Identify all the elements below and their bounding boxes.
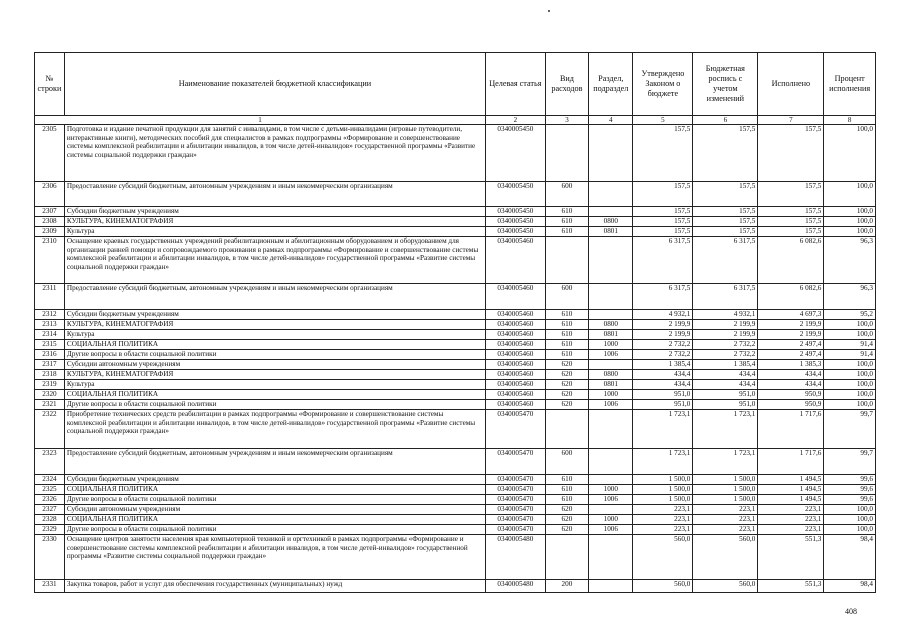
row-approved: 1 500,0: [633, 485, 693, 495]
row-target-article: 0340005470: [485, 410, 545, 449]
row-planned: 1 385,4: [693, 360, 758, 370]
row-expense-type: 600: [545, 284, 588, 310]
row-expense-type: 610: [545, 485, 588, 495]
row-name: Оснащение краевых государственных учреждений реабилитационным и абилитационным оборудованием и оборудованием для организации ранней помощи и сопровождаемого проживания в рамках подпрограммы «Формирование и совершенствование системы комплексной реабилитации и абилитации инвалидов, в том числе детей-инвалидов» государственной программы «Развитие системы социальной поддержки граждан»: [64, 237, 485, 284]
row-target-article: 0340005470: [485, 515, 545, 525]
row-executed: 157,5: [758, 182, 824, 207]
row-percent: 96,3: [824, 284, 876, 310]
row-number: 2320: [35, 390, 65, 400]
row-name: Другие вопросы в области социальной политики: [64, 495, 485, 505]
column-number-row: [35, 116, 876, 125]
row-name: Другие вопросы в области социальной политики: [64, 350, 485, 360]
header-target: Целевая статья: [485, 53, 545, 116]
row-name: Субсидии бюджетным учреждениям: [64, 475, 485, 485]
row-percent: 100,0: [824, 227, 876, 237]
row-expense-type: 620: [545, 390, 588, 400]
row-number: 2315: [35, 340, 65, 350]
row-percent: 100,0: [824, 360, 876, 370]
scan-speck: [548, 10, 550, 12]
row-executed: 950,9: [758, 400, 824, 410]
row-expense-type: 610: [545, 350, 588, 360]
row-section: 1006: [589, 400, 633, 410]
row-target-article: 0340005470: [485, 475, 545, 485]
column-number: 3: [545, 116, 588, 125]
row-executed: 1 494,5: [758, 485, 824, 495]
row-section: [589, 310, 633, 320]
row-target-article: 0340005460: [485, 284, 545, 310]
row-planned: 223,1: [693, 515, 758, 525]
row-target-article: 0340005460: [485, 360, 545, 370]
row-target-article: 0340005480: [485, 535, 545, 580]
row-executed: 434,4: [758, 370, 824, 380]
row-planned: 1 500,0: [693, 495, 758, 505]
row-executed: 157,5: [758, 207, 824, 217]
row-expense-type: [545, 535, 588, 580]
row-target-article: 0340005460: [485, 330, 545, 340]
header-planned: Бюджетная роспись с учетом изменений: [693, 53, 758, 116]
row-executed: 157,5: [758, 227, 824, 237]
header-percent: Процент исполнения: [824, 53, 876, 116]
row-expense-type: 610: [545, 320, 588, 330]
row-number: 2322: [35, 410, 65, 449]
table-header-row: [35, 53, 876, 116]
column-number: 1: [35, 116, 486, 125]
row-name: Субсидии бюджетным учреждениям: [64, 310, 485, 320]
row-target-article: 0340005470: [485, 525, 545, 535]
row-target-article: 0340005470: [485, 495, 545, 505]
row-approved: 434,4: [633, 380, 693, 390]
row-approved: 1 500,0: [633, 475, 693, 485]
row-name: Приобретение технических средств реабилитации в рамках подпрограммы «Формирование и совершенствование системы комплексной реабилитации и абилитации инвалидов, в том числе детей-инвалидов» государственной программы «Развитие системы социальной поддержки граждан»: [64, 410, 485, 449]
row-number: 2321: [35, 400, 65, 410]
row-target-article: 0340005450: [485, 207, 545, 217]
row-number: 2318: [35, 370, 65, 380]
row-approved: 6 317,5: [633, 284, 693, 310]
row-executed: 6 082,6: [758, 237, 824, 284]
page-number: 408: [845, 607, 857, 616]
row-planned: 4 932,1: [693, 310, 758, 320]
row-approved: 157,5: [633, 125, 693, 182]
row-approved: 2 199,9: [633, 330, 693, 340]
row-section: 0800: [589, 320, 633, 330]
row-number: 2317: [35, 360, 65, 370]
row-percent: 100,0: [824, 182, 876, 207]
table-row: [35, 284, 876, 310]
table-row: [35, 475, 876, 485]
row-section: 0800: [589, 217, 633, 227]
row-executed: 950,9: [758, 390, 824, 400]
table-row: [35, 485, 876, 495]
row-planned: 157,5: [693, 227, 758, 237]
table-row: [35, 449, 876, 475]
row-approved: 4 932,1: [633, 310, 693, 320]
row-number: 2308: [35, 217, 65, 227]
table-row: [35, 350, 876, 360]
row-percent: 91,4: [824, 340, 876, 350]
row-section: 1000: [589, 515, 633, 525]
row-percent: 96,3: [824, 237, 876, 284]
row-number: 2330: [35, 535, 65, 580]
row-approved: 157,5: [633, 207, 693, 217]
row-name: Предоставление субсидий бюджетным, автономным учреждениям и иным некоммерческим организациям: [64, 182, 485, 207]
row-name: Другие вопросы в области социальной политики: [64, 400, 485, 410]
row-target-article: 0340005450: [485, 227, 545, 237]
row-percent: 100,0: [824, 505, 876, 515]
row-percent: 98,4: [824, 535, 876, 580]
row-name: Предоставление субсидий бюджетным, автономным учреждениям и иным некоммерческим организациям: [64, 284, 485, 310]
row-name: Культура: [64, 330, 485, 340]
row-executed: 1 717,6: [758, 449, 824, 475]
row-planned: 1 500,0: [693, 475, 758, 485]
table-row: [35, 515, 876, 525]
row-target-article: 0340005450: [485, 182, 545, 207]
row-number: 2314: [35, 330, 65, 340]
row-executed: 223,1: [758, 525, 824, 535]
row-planned: 6 317,5: [693, 237, 758, 284]
row-name: Субсидии автономным учреждениям: [64, 505, 485, 515]
row-approved: 951,0: [633, 400, 693, 410]
row-section: 0801: [589, 330, 633, 340]
column-number: 5: [633, 116, 693, 125]
row-section: [589, 535, 633, 580]
row-expense-type: 200: [545, 580, 588, 593]
table-row: [35, 320, 876, 330]
row-percent: 100,0: [824, 370, 876, 380]
row-expense-type: 610: [545, 227, 588, 237]
row-approved: 223,1: [633, 515, 693, 525]
row-percent: 98,4: [824, 580, 876, 593]
table-row: [35, 207, 876, 217]
row-section: 1000: [589, 485, 633, 495]
row-target-article: 0340005480: [485, 580, 545, 593]
row-planned: 157,5: [693, 182, 758, 207]
row-section: [589, 360, 633, 370]
table-row: [35, 125, 876, 182]
row-planned: 2 199,9: [693, 330, 758, 340]
table-row: [35, 410, 876, 449]
row-section: 1000: [589, 390, 633, 400]
row-number: 2324: [35, 475, 65, 485]
row-planned: 2 732,2: [693, 340, 758, 350]
row-section: [589, 505, 633, 515]
table-row: [35, 580, 876, 593]
row-executed: 223,1: [758, 515, 824, 525]
header-name: Наименование показателей бюджетной классификации: [64, 53, 485, 116]
row-number: 2311: [35, 284, 65, 310]
row-section: [589, 182, 633, 207]
column-number: 4: [589, 116, 633, 125]
row-percent: 99,7: [824, 410, 876, 449]
row-percent: 100,0: [824, 380, 876, 390]
row-executed: 1 494,5: [758, 475, 824, 485]
row-expense-type: 610: [545, 207, 588, 217]
row-expense-type: 610: [545, 310, 588, 320]
row-executed: 157,5: [758, 217, 824, 227]
row-executed: 223,1: [758, 505, 824, 515]
row-expense-type: 620: [545, 525, 588, 535]
row-planned: 223,1: [693, 525, 758, 535]
row-approved: 560,0: [633, 535, 693, 580]
row-expense-type: [545, 237, 588, 284]
row-approved: 2 732,2: [633, 350, 693, 360]
row-planned: 560,0: [693, 535, 758, 580]
table-row: [35, 227, 876, 237]
row-planned: 6 317,5: [693, 284, 758, 310]
row-expense-type: 620: [545, 400, 588, 410]
row-section: 1006: [589, 350, 633, 360]
row-percent: 99,6: [824, 495, 876, 505]
row-executed: 2 497,4: [758, 340, 824, 350]
row-planned: 1 723,1: [693, 410, 758, 449]
row-number: 2316: [35, 350, 65, 360]
row-number: 2312: [35, 310, 65, 320]
row-number: 2309: [35, 227, 65, 237]
table-row: [35, 370, 876, 380]
row-name: СОЦИАЛЬНАЯ ПОЛИТИКА: [64, 390, 485, 400]
row-expense-type: 610: [545, 495, 588, 505]
row-approved: 434,4: [633, 370, 693, 380]
table-row: [35, 505, 876, 515]
row-executed: 157,5: [758, 125, 824, 182]
row-approved: 1 500,0: [633, 495, 693, 505]
header-vid: Вид расходов: [545, 53, 588, 116]
column-number: 7: [758, 116, 824, 125]
row-approved: 1 723,1: [633, 449, 693, 475]
table-row: [35, 182, 876, 207]
column-number: 2: [485, 116, 545, 125]
row-number: 2319: [35, 380, 65, 390]
row-executed: 1 385,3: [758, 360, 824, 370]
row-name: КУЛЬТУРА, КИНЕМАТОГРАФИЯ: [64, 320, 485, 330]
row-percent: 95,2: [824, 310, 876, 320]
row-name: Закупка товаров, работ и услуг для обеспечения государственных (муниципальных) нужд: [64, 580, 485, 593]
row-section: [589, 449, 633, 475]
row-executed: 2 497,4: [758, 350, 824, 360]
row-approved: 1 723,1: [633, 410, 693, 449]
row-planned: 2 199,9: [693, 320, 758, 330]
row-name: КУЛЬТУРА, КИНЕМАТОГРАФИЯ: [64, 217, 485, 227]
row-number: 2327: [35, 505, 65, 515]
row-number: 2307: [35, 207, 65, 217]
table-row: [35, 400, 876, 410]
table-row: [35, 495, 876, 505]
row-percent: 100,0: [824, 320, 876, 330]
row-target-article: 0340005460: [485, 370, 545, 380]
row-planned: 951,0: [693, 390, 758, 400]
row-target-article: 0340005460: [485, 380, 545, 390]
row-section: [589, 284, 633, 310]
row-executed: 1 494,5: [758, 495, 824, 505]
row-number: 2328: [35, 515, 65, 525]
row-target-article: 0340005460: [485, 310, 545, 320]
table-row: [35, 310, 876, 320]
row-percent: 100,0: [824, 330, 876, 340]
row-target-article: 0340005460: [485, 350, 545, 360]
row-planned: 434,4: [693, 380, 758, 390]
row-executed: 551,3: [758, 535, 824, 580]
row-name: Субсидии бюджетным учреждениям: [64, 207, 485, 217]
table-row: [35, 535, 876, 580]
row-section: [589, 580, 633, 593]
row-expense-type: 620: [545, 515, 588, 525]
row-name: СОЦИАЛЬНАЯ ПОЛИТИКА: [64, 485, 485, 495]
row-section: 0801: [589, 227, 633, 237]
column-number: 8: [824, 116, 876, 125]
budget-table: [34, 52, 876, 593]
row-approved: 2 199,9: [633, 320, 693, 330]
row-target-article: 0340005470: [485, 449, 545, 475]
row-approved: 560,0: [633, 580, 693, 593]
row-section: 1000: [589, 340, 633, 350]
row-executed: 1 717,6: [758, 410, 824, 449]
table-row: [35, 237, 876, 284]
row-section: [589, 207, 633, 217]
row-expense-type: 620: [545, 380, 588, 390]
row-approved: 223,1: [633, 525, 693, 535]
row-percent: 100,0: [824, 515, 876, 525]
row-section: [589, 475, 633, 485]
row-section: 1006: [589, 525, 633, 535]
row-number: 2325: [35, 485, 65, 495]
row-number: 2323: [35, 449, 65, 475]
row-percent: 100,0: [824, 217, 876, 227]
row-target-article: 0340005460: [485, 400, 545, 410]
row-approved: 6 317,5: [633, 237, 693, 284]
row-expense-type: 600: [545, 449, 588, 475]
row-section: [589, 410, 633, 449]
row-percent: 99,6: [824, 475, 876, 485]
row-name: Субсидии автономным учреждениям: [64, 360, 485, 370]
row-percent: 99,6: [824, 485, 876, 495]
row-planned: 434,4: [693, 370, 758, 380]
table-body: [35, 125, 876, 593]
row-expense-type: 600: [545, 182, 588, 207]
row-expense-type: 610: [545, 475, 588, 485]
table-row: [35, 525, 876, 535]
row-target-article: 0340005450: [485, 125, 545, 182]
row-section: 0801: [589, 380, 633, 390]
header-razdel: Раздел, подраздел: [589, 53, 633, 116]
row-percent: 99,7: [824, 449, 876, 475]
row-expense-type: 610: [545, 340, 588, 350]
header-num: № строки: [35, 53, 65, 116]
row-percent: 100,0: [824, 525, 876, 535]
header-approved: Утверждено Законом о бюджете: [633, 53, 693, 116]
row-name: СОЦИАЛЬНАЯ ПОЛИТИКА: [64, 515, 485, 525]
row-target-article: 0340005460: [485, 340, 545, 350]
row-planned: 223,1: [693, 505, 758, 515]
row-executed: 434,4: [758, 380, 824, 390]
row-executed: 2 199,9: [758, 330, 824, 340]
row-name: Подготовка и издание печатной продукции для занятий с инвалидами, в том числе с детьми-инвалидами (игровые путеводители, интерактивные книги), методических пособий для специалистов в рамках подпрограммы «Формирование и совершенствование системы комплексной реабилитации и абилитации инвалидов, в том числе детей-инвалидов» государственной программы «Развитие системы социальной поддержки граждан»: [64, 125, 485, 182]
row-approved: 223,1: [633, 505, 693, 515]
row-number: 2313: [35, 320, 65, 330]
row-approved: 157,5: [633, 217, 693, 227]
row-name: КУЛЬТУРА, КИНЕМАТОГРАФИЯ: [64, 370, 485, 380]
row-section: 0800: [589, 370, 633, 380]
table-row: [35, 360, 876, 370]
row-percent: 100,0: [824, 207, 876, 217]
row-expense-type: 620: [545, 505, 588, 515]
row-number: 2306: [35, 182, 65, 207]
row-name: Культура: [64, 380, 485, 390]
row-executed: 2 199,9: [758, 320, 824, 330]
row-planned: 157,5: [693, 125, 758, 182]
row-expense-type: 620: [545, 360, 588, 370]
row-expense-type: 620: [545, 370, 588, 380]
table-row: [35, 390, 876, 400]
row-planned: 1 723,1: [693, 449, 758, 475]
row-executed: 6 082,6: [758, 284, 824, 310]
row-target-article: 0340005450: [485, 217, 545, 227]
row-percent: 91,4: [824, 350, 876, 360]
row-expense-type: [545, 410, 588, 449]
row-target-article: 0340005470: [485, 485, 545, 495]
row-name: Культура: [64, 227, 485, 237]
row-planned: 560,0: [693, 580, 758, 593]
column-number: 6: [693, 116, 758, 125]
row-approved: 951,0: [633, 390, 693, 400]
row-target-article: 0340005460: [485, 390, 545, 400]
row-percent: 100,0: [824, 400, 876, 410]
row-section: [589, 237, 633, 284]
row-name: Оснащение центров занятости населения края компьютерной техникой и оргтехникой в рамках подпрограммы «Формирование и совершенствование системы комплексной реабилитации и абилитации инвалидов, в том числе детей-инвалидов» государственной программы «Развитие системы социальной поддержки граждан»: [64, 535, 485, 580]
row-name: Другие вопросы в области социальной политики: [64, 525, 485, 535]
row-approved: 2 732,2: [633, 340, 693, 350]
row-target-article: 0340005460: [485, 237, 545, 284]
table-row: [35, 330, 876, 340]
row-planned: 1 500,0: [693, 485, 758, 495]
row-section: 1006: [589, 495, 633, 505]
table-row: [35, 217, 876, 227]
row-target-article: 0340005470: [485, 505, 545, 515]
row-section: [589, 125, 633, 182]
row-name: СОЦИАЛЬНАЯ ПОЛИТИКА: [64, 340, 485, 350]
row-name: Предоставление субсидий бюджетным, автономным учреждениям и иным некоммерческим организациям: [64, 449, 485, 475]
row-number: 2329: [35, 525, 65, 535]
row-expense-type: 610: [545, 330, 588, 340]
row-target-article: 0340005460: [485, 320, 545, 330]
row-percent: 100,0: [824, 390, 876, 400]
row-approved: 1 385,4: [633, 360, 693, 370]
row-planned: 157,5: [693, 207, 758, 217]
row-number: 2310: [35, 237, 65, 284]
row-planned: 951,0: [693, 400, 758, 410]
row-planned: 157,5: [693, 217, 758, 227]
row-percent: 100,0: [824, 125, 876, 182]
row-expense-type: 610: [545, 217, 588, 227]
row-approved: 157,5: [633, 227, 693, 237]
table-row: [35, 340, 876, 350]
table-row: [35, 380, 876, 390]
row-number: 2326: [35, 495, 65, 505]
row-planned: 2 732,2: [693, 350, 758, 360]
row-approved: 157,5: [633, 182, 693, 207]
row-number: 2305: [35, 125, 65, 182]
row-number: 2331: [35, 580, 65, 593]
row-expense-type: [545, 125, 588, 182]
row-executed: 551,3: [758, 580, 824, 593]
header-executed: Исполнено: [758, 53, 824, 116]
row-executed: 4 697,3: [758, 310, 824, 320]
